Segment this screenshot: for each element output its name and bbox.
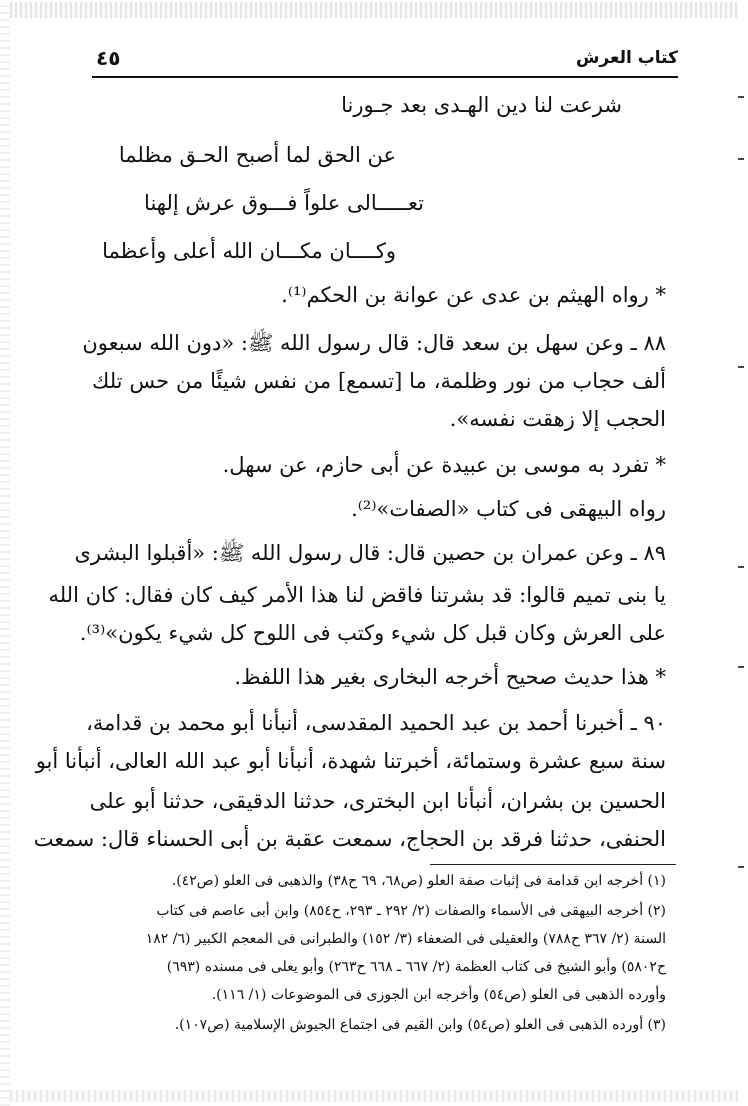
paragraph-line: ٨٨ ـ وعن سهل بن سعد قال: قال رسول الله ﷺ: «دون الله سبعون xyxy=(82,331,666,355)
poem-verse: عن الحق لما أصبح الحـق مظلما xyxy=(118,143,396,167)
paragraph-line: ألف حجاب من نور وظلمة، ما [تسمع] من نفس شيئًا من حس تلك xyxy=(92,369,666,393)
paragraph-line: الحنفى، حدثنا فرقد بن الحجاج، سمعت عقبة بن أبى الحسناء قال: سمعت xyxy=(33,827,666,851)
paragraph-line: على العرش وكان قبل كل شيء وكتب فى اللوح كل شيء يكون»⁽³⁾. xyxy=(79,621,666,645)
paragraph-line: * رواه الهيثم بن عدى عن عوانة بن الحكم⁽¹⁾. xyxy=(281,283,666,307)
margin-mark xyxy=(738,158,744,160)
scan-edge-left xyxy=(0,0,10,1106)
footnote: (١) أخرجه ابن قدامة فى إثبات صفة العلو (ص٦٨، ٦٩ ح٣٨) والذهبى فى العلو (ص٤٢). xyxy=(171,873,666,889)
footnote: ح٥٨٠٢) وأبو الشيخ فى كتاب العظمة (٢/ ٦٦٧ ـ ٦٦٨ ح٢٦٣) وأبو يعلى فى مسنده (٦٩٣) xyxy=(166,959,666,975)
paragraph-line: ٩٠ ـ أخبرنا أحمد بن عبد الحميد المقدسى، أنبأنا أبو محمد بن قدامة، xyxy=(86,711,666,735)
footnote: السنة (٢/ ٣٦٧ ح٧٨٨) والعقيلى فى الضعفاء (٣/ ١٥٢) والطبرانى فى المعجم الكبير (٦/ ١٨٢ xyxy=(145,931,666,947)
poem-verse: شرعت لنا دين الهـدى بعد جـورنا xyxy=(341,93,622,117)
paragraph-line: رواه البيهقى فى كتاب «الصفات»⁽²⁾. xyxy=(351,497,666,521)
book-title: كتاب العرش xyxy=(575,48,678,68)
footnote: وأورده الذهبى فى العلو (ص٥٤) وأخرجه ابن الجوزى فى الموضوعات (١/ ١١٦). xyxy=(211,987,666,1003)
margin-mark xyxy=(738,566,744,568)
margin-mark xyxy=(738,666,744,668)
margin-mark xyxy=(738,366,744,368)
page-number: ٤٥ xyxy=(96,46,121,70)
paragraph-line: * هذا حديث صحيح أخرجه البخارى بغير هذا اللفظ. xyxy=(234,665,666,689)
poem-verse: تعـــــالى علواً فـــوق عرش إلهنا xyxy=(144,191,424,215)
poem-verse: وكــــان مكـــان الله أعلى وأعظما xyxy=(102,239,396,263)
page-header xyxy=(92,46,678,78)
paragraph-line: يا بنى تميم قالوا: قد بشرتنا فاقض لنا هذا الأمر كيف كان فقال: كان الله xyxy=(48,583,666,607)
margin-mark xyxy=(738,96,744,98)
footnote: (٣) أورده الذهبى فى العلو (ص٥٤) وابن القيم فى اجتماع الجيوش الإسلامية (ص١٠٧). xyxy=(174,1017,666,1033)
scan-edge-top xyxy=(10,2,738,18)
margin-mark xyxy=(738,866,744,868)
paragraph-line: ٨٩ ـ وعن عمران بن حصين قال: قال رسول الله ﷺ: «أقبلوا البشرى xyxy=(74,541,666,565)
footnote: (٢) أخرجه البيهقى فى الأسماء والصفات (٢/ ٢٩٢ ـ ٢٩٣، ح٨٥٤) وابن أبى عاصم فى كتاب xyxy=(156,903,666,919)
paragraph-line: سنة سبع عشرة وستمائة، أخبرتنا شهدة، أنبأنا أبو عبد الله العالى، أنبأنا أبو xyxy=(35,749,666,773)
footnote-divider xyxy=(430,864,676,865)
paragraph-line: * تفرد به موسى بن عبيدة عن أبى حازم، عن سهل. xyxy=(222,453,666,477)
paragraph-line: الحسين بن بشران، أنبأنا ابن البخترى، حدثنا الدقيقى، حدثنا أبو على xyxy=(89,789,666,813)
scan-edge-bottom xyxy=(10,1090,738,1102)
paragraph-line: الحجب إلا زهقت نفسه». xyxy=(449,407,666,431)
